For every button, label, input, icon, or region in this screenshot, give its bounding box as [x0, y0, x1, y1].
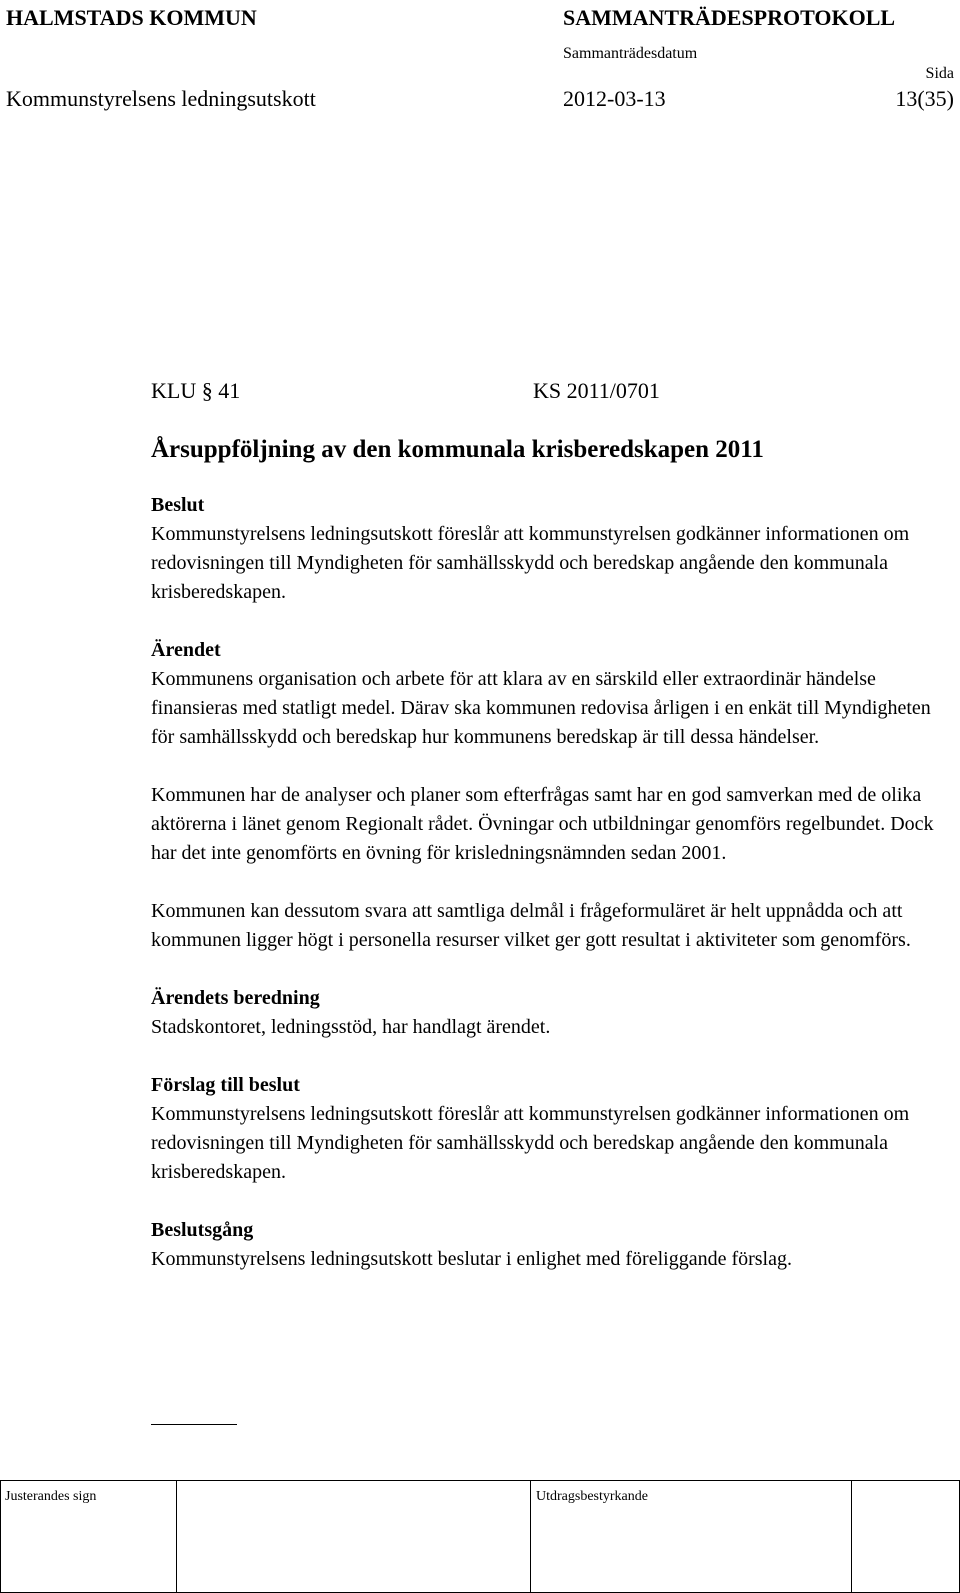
arendet-heading: Ärendet	[151, 639, 221, 661]
beslutsgang-text: Kommunstyrelsens ledningsutskott beslutar i enlighet med föreliggande förslag.	[151, 1248, 792, 1270]
signature-footer	[0, 1480, 960, 1593]
arendet-paragraph-1: Kommunens organisation och arbete för att klara av en särskild eller extraordinär händelse finansieras med statligt medel. Därav ska kommunen redovisa årligen i en enkät till Myndigheten för samhällsskydd och beredskap hur kommunens beredskap är till dessa händelser.	[151, 668, 931, 748]
page-label: Sida	[925, 65, 954, 82]
end-rule	[151, 1424, 237, 1425]
page-number: 13(35)	[895, 86, 954, 111]
beslut-heading: Beslut	[151, 494, 205, 516]
forslag-heading: Förslag till beslut	[151, 1074, 300, 1096]
page-title: Årsuppföljning av den kommunala krisberedskapen 2011	[151, 436, 764, 463]
signature-cell	[177, 1481, 531, 1592]
committee-name: Kommunstyrelsens ledningsutskott	[6, 86, 316, 111]
meeting-date: 2012-03-13	[563, 86, 666, 111]
beslutsgang-heading: Beslutsgång	[151, 1219, 254, 1241]
document-type: SAMMANTRÄDESPROTOKOLL	[563, 5, 896, 30]
beslut-text: Kommunstyrelsens ledningsutskott föreslår att kommunstyrelsen godkänner informationen om redovisningen till Myndigheten för samhällsskydd och beredskap angående den kommunala krisberedskapen.	[151, 523, 910, 603]
beredning-text: Stadskontoret, ledningsstöd, har handlagt ärendet.	[151, 1016, 551, 1038]
case-number: KS 2011/0701	[533, 378, 660, 403]
organization-name: HALMSTADS KOMMUN	[6, 5, 257, 30]
utdrag-label: Utdragsbestyrkande	[536, 1489, 648, 1504]
beredning-heading: Ärendets beredning	[151, 987, 320, 1009]
date-label: Sammanträdesdatum	[563, 45, 698, 62]
justerandes-label: Justerandes sign	[5, 1489, 97, 1504]
document-body	[151, 491, 951, 1274]
arendet-paragraph-2: Kommunen har de analyser och planer som efterfrågas samt har en god samverkan med de olika aktörerna i länet genom Regionalt rådet. Övningar och utbildningar genomförs regelbundet. Dock har det inte genomförts en övning för krisledningsnämnden sedan 2001.	[151, 784, 934, 864]
arendet-paragraph-3: Kommunen kan dessutom svara att samtliga delmål i frågeformuläret är helt uppnådda och att kommunen ligger högt i personella resurser vilket ger gott resultat i aktiviteter som genomförs.	[151, 900, 911, 951]
forslag-text: Kommunstyrelsens ledningsutskott föreslår att kommunstyrelsen godkänner informationen om redovisningen till Myndigheten för samhällsskydd och beredskap angående den kommunala krisberedskapen.	[151, 1103, 910, 1183]
item-number: KLU § 41	[151, 378, 241, 403]
